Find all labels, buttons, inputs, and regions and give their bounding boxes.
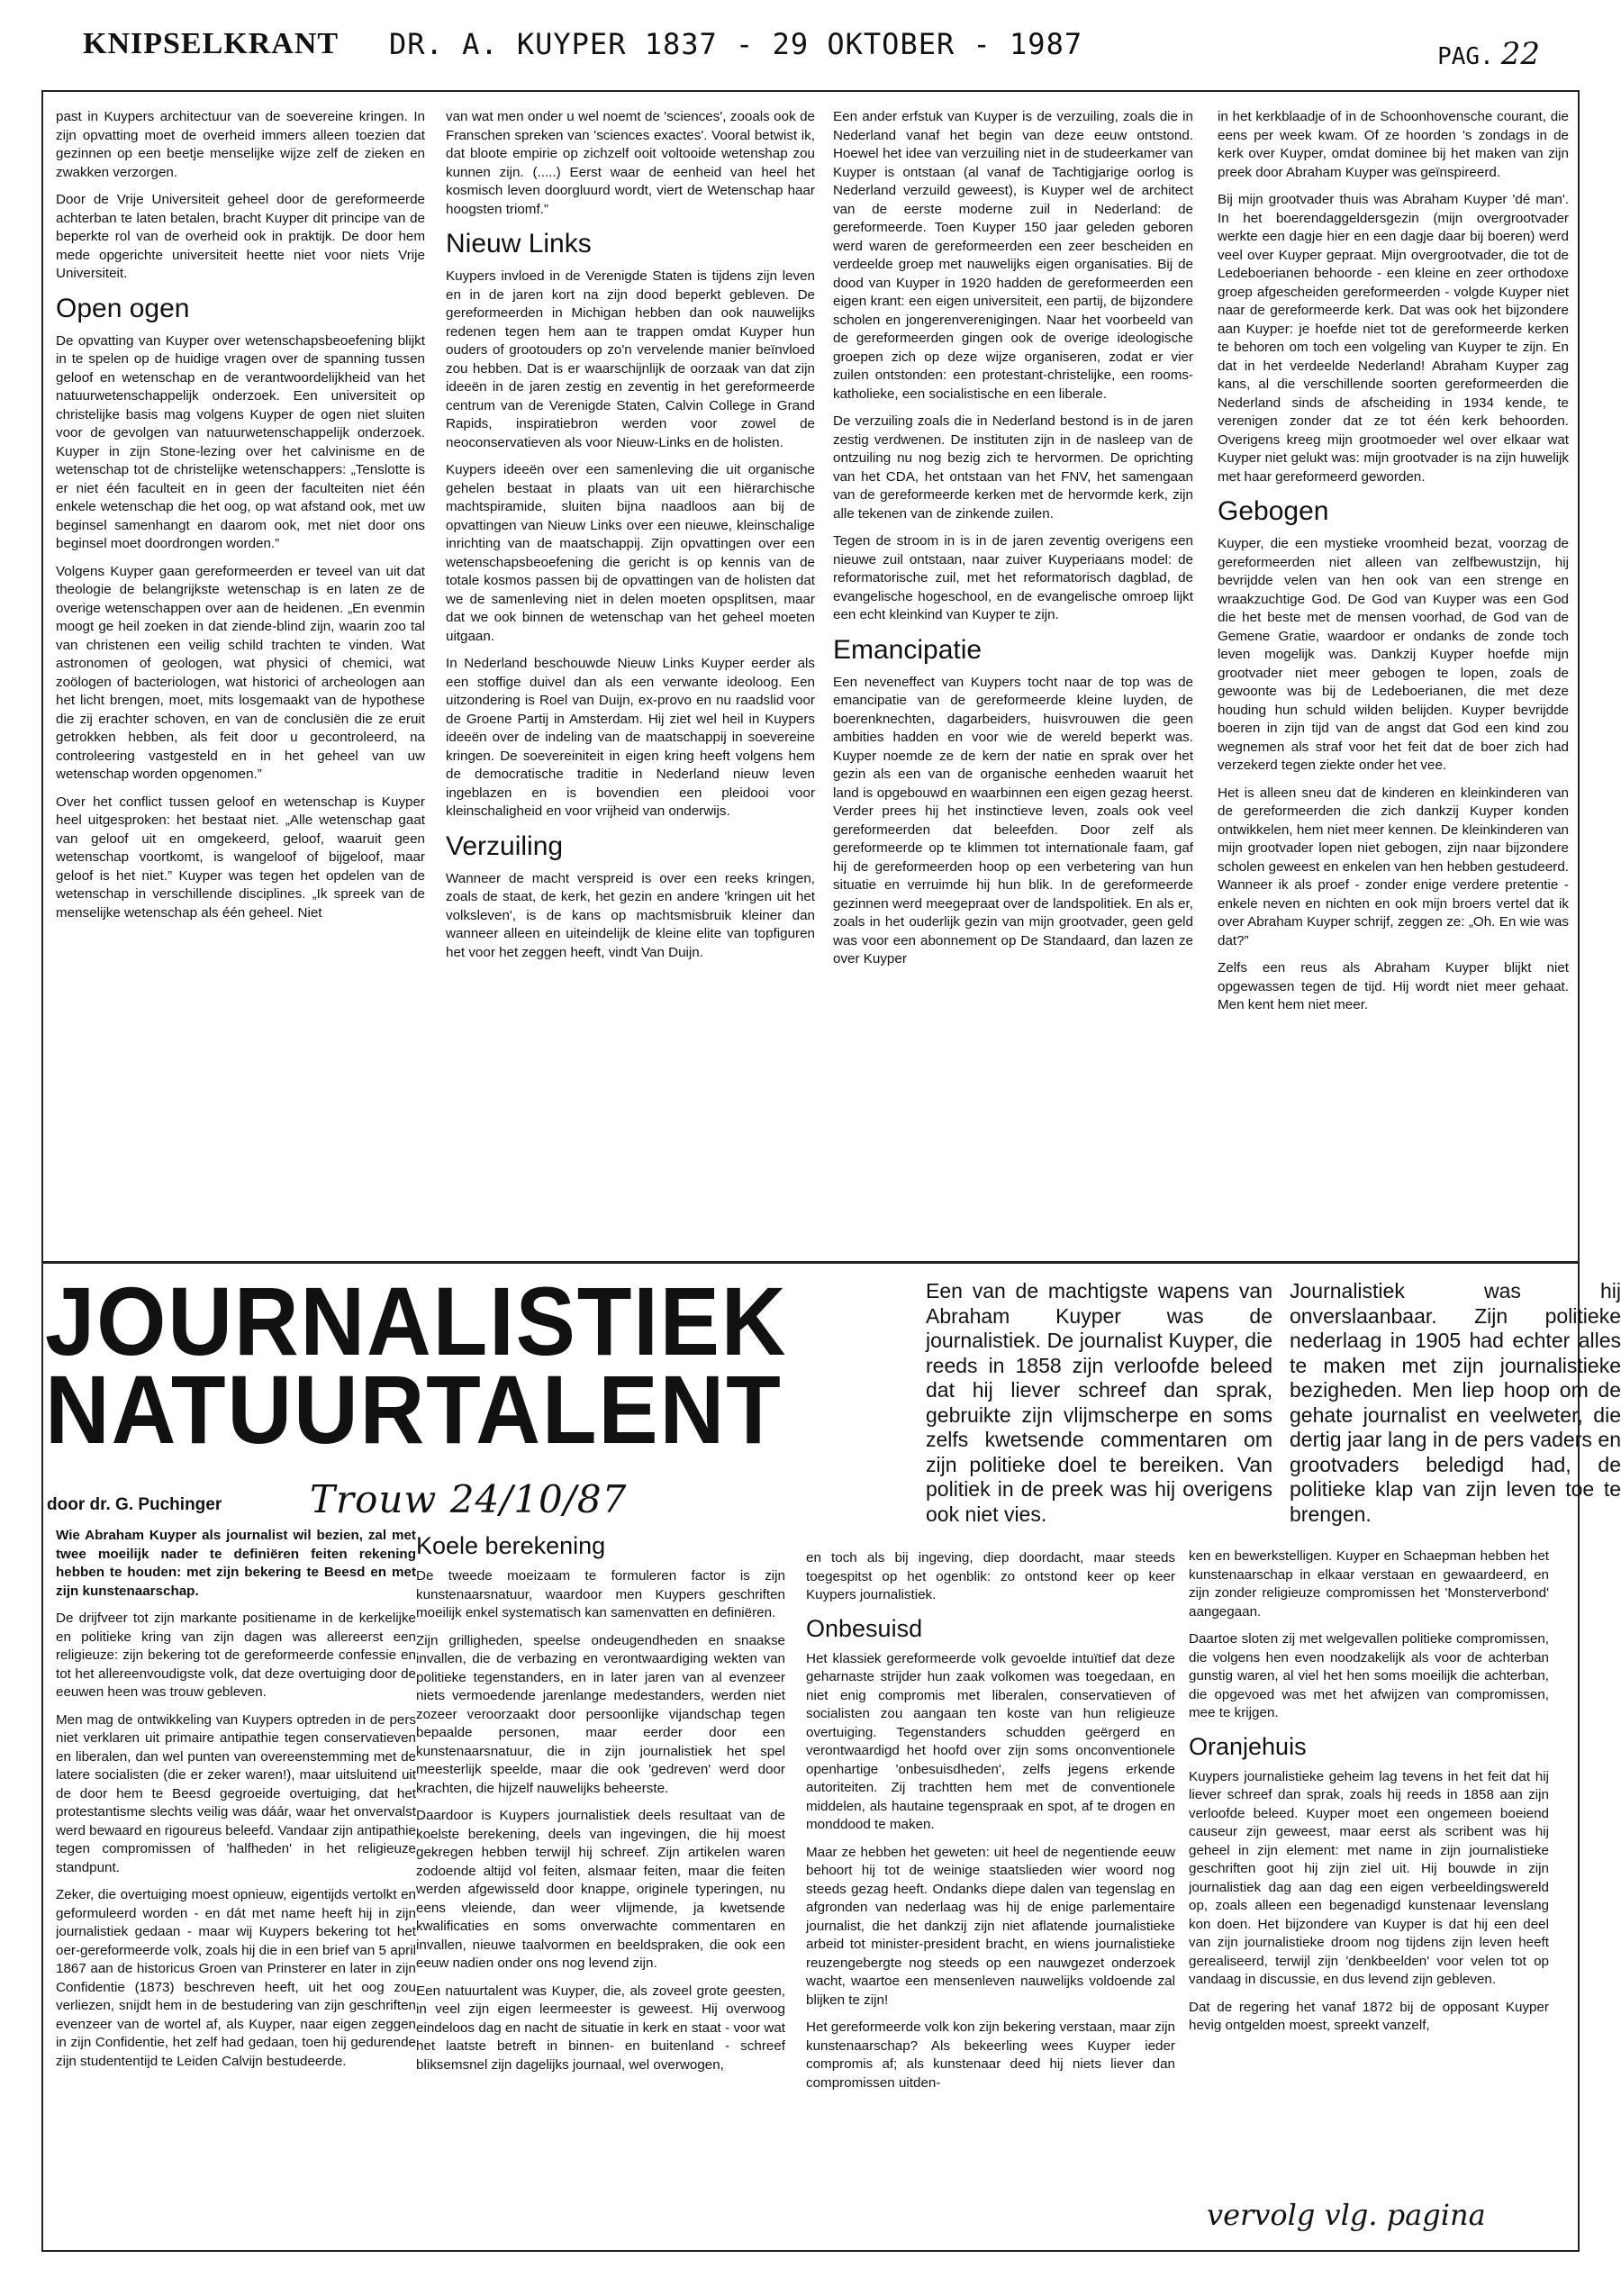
handwritten-source-note: Trouw 24/10/87 <box>310 1477 628 1521</box>
bottom-article-column-3 <box>806 1549 1175 2252</box>
headline-line-2: NATUURTALENT <box>45 1355 783 1464</box>
paragraph: en toch als bij ingeving, diep doordacht, maar steeds toegespitst op het ogenblik: zo ontstond keer op keer Kuypers journalistiek. <box>806 1550 1175 1602</box>
paragraph: Kuypers ideeën over een samenleving die uit organische gehelen bestaat in plaats van uit een hiërarchische machtspiramide, sluiten bijna naadloos aan bij de opvattingen van Nieuw Links over een nieuwe, kleinschalige inrichting van de maatschappij. Zijn opvattingen over een wetenschapsbeoefening die gericht is op kennis van de totale kosmos passen bij de opvattingen van de holisten dat we de samenleving niet in delen moeten opsplitsen, maar dat we ook binnen de wetenschap van het geheel moeten uitgaan. <box>446 462 815 644</box>
paragraph: Volgens Kuyper gaan gereformeerden er teveel van uit dat theologie de belangrijkste wetenschap is en laten ze de overige wetenschappen over aan de heidenen. „En evenmin moogt ge heil zoeken in dat ziende-blind zijn, waarin zoo tal van christenen een veilig schild trachten te vinden. Wat astronomen of geologen, wat physici of chemici, wat zoölogen of bacteriologen, wat historici of archeologen aan het licht brengen, moet, mits losgemaakt van de hypothese die zij erachter schoven, en van de conclusiën die ze eruit getrokken hebben, als feit door u gecontroleerd, na controleering vastgesteld en in het geheel van uw wetenschap worden opgenomen.” <box>56 563 425 782</box>
subheading: Gebogen <box>1218 496 1329 526</box>
top-article-column-4 <box>1218 108 1569 1252</box>
article-headline <box>45 1266 840 1464</box>
subheading: Verzuiling <box>446 830 564 861</box>
paragraph: De drijfveer tot zijn markante positiename in de kerkelijke en politieke kring van zijn dagen was allereerst een religieuze: zijn bekering tot de gereformeerde confessie en tot het allereenvoudigste volk, dat deze overtuiging door de eeuwen heen was trouw gebleven. <box>56 1611 416 1700</box>
paragraph: van wat men onder u wel noemt de 'sciences', zooals ook de Franschen spreken van 'sciences exactes'. Vooral betwist ik, dat bloote empirie op zichzelf ooit voltooide wetenshap zou kunnen zijn. (.....) Eerst waar de eenheid van heel het kosmisch leven doorgluurd wordt, viert de Wetenschap haar hoogsten triomf.” <box>446 109 815 217</box>
page-header <box>36 16 1585 79</box>
paragraph: Het gereformeerde volk kon zijn bekering verstaan, maar zijn kunstenaarschap? Als bekeerling wees Kuyper ieder compromis af; als kunstenaar deed hij niets liever dan compromissen uitden- <box>806 2019 1175 2091</box>
paragraph: Wanneer de macht verspreid is over een reeks kringen, zoals de staat, de kerk, het gezin en andere 'kringen uit het volksleven', is de kans op machtsmisbruik kleiner dan wanneer alleen en uiteindelijk de kleine elite van topfiguren het voor het zeggen heeft, vindt Van Duijn. <box>446 870 815 960</box>
paragraph: Zelfs een reus als Abraham Kuyper blijkt niet opgewassen tegen de tijd. Hij wordt niet meer gehaat. Men kent hem niet meer. <box>1218 960 1569 1012</box>
paragraph: Een ander erfstuk van Kuyper is de verzuiling, zoals die in Nederland vanaf het begin van deze eeuw ontstond. Hoewel het idee van verzuiling niet in de studeerkamer van Kuyper is ontstaan (al vanaf de Tachtigjarige oorlog is Nederland verzuild geweest), is Kuyper wel de architect van de eerste moderne zuil in Nederland: de gereformeerde. Toen Kuyper 150 jaar geleden geboren werd waren de gereformeerden een zeer bescheiden en verdeelde groep met nauwelijks eigen organisaties. Bij de dood van Kuyper in 1920 hadden de gereformeerden een eigen krant: een eigen universiteit, een partij, de bijzondere scholen en jongerenverenigingen. Naar het voorbeeld van de gereformeerden gingen ook de overige ideologische groepen zich op deze wijze organiseren, zodat er vier zuilen ontstonden: een protestant-christelijke, een rooms-katholieke, een socialistische en een liberale. <box>833 109 1193 402</box>
top-article-column-3 <box>833 108 1193 1252</box>
subheading: Onbesuisd <box>806 1614 923 1642</box>
intro-text-2: Journalistiek was hij onverslaanbaar. Zijn politieke nederlaag in 1905 had echter alles te maken met zijn journalistieke bezigheden. Men liep hoop om de gehate journalist en veelweter, die dertig jaar lang in de pers vaders en grootvaders beledigd had, de politieke klap van zijn leven toe te brengen. <box>1290 1279 1621 1526</box>
paragraph: Kuypers invloed in de Verenigde Staten is tijdens zijn leven en in de jaren kort na zijn dood beperkt gebleven. De gereformeerden in Michigan hebben dan ook nauwelijks redenen tegen hem aan te trappen omdat Kuyper hun ouders of grootouders op zo'n vervelende manier beïnvloed zou hebben. Dat is er waarschijnlijk de oorzaak van dat zijn ideeën in de jaren zestig en zeventig in het gereformeerde centrum van de Verenigde Staten, Calvin College in Grand Rapids, inspiratiebron werden voor zowel de neoconservatieven als voor Nieuw-Links en de holisten. <box>446 268 815 450</box>
page-number-label <box>1437 36 1540 72</box>
bottom-article-column-1 <box>56 1527 416 2247</box>
paragraph: Het is alleen sneu dat de kinderen en kleinkinderen van de gereformeerden die zich dankzij Kuyper konden ontwikkelen, hem niet meer kennen. De kleinkinderen van mijn grootvader lopen niet gebogen, zijn naar bijzondere scholen geweest en enkelen van hen hebben gestudeerd. Wanneer ik als proef - zonder enige verdere pretentie - enkele neven en nichten en ook mijn broers vertel dat ik over Abraham Kuyper schrijf, zeggen ze: „Oh. En wie was dat?” <box>1218 785 1569 948</box>
handwritten-continued-note: vervolg vlg. pagina <box>1207 2198 1486 2232</box>
page-header-title: DR. A. KUYPER 1837 - 29 OKTOBER - 1987 <box>389 27 1083 61</box>
paragraph: De tweede moeizaam te formuleren factor is zijn kunstenaarsnatuur, waardoor men Kuypers geschriften moeilijk enkel systematisch kan samenvatten en definiëren. <box>416 1568 785 1620</box>
paragraph: De verzuiling zoals die in Nederland bestond is in de jaren zestig verdwenen. De instituten zijn in de nasleep van de ontzuiling nu nog bezig zich te hervormen. De oprichting van het CDA, het ontstaan van het FNV, het samengaan van de gereformeerde kerken met de hervormde kerk, zijn alle tekenen van de zinkende zuilen. <box>833 413 1193 522</box>
paragraph: Over het conflict tussen geloof en wetenschap is Kuyper heel uitgesproken: het bestaat niet. „Alle wetenschap gaat van geloof uit en omgekeerd, geloof, waaruit geen wetenschap voortkomt, is wangeloof of bijgeloof, maar geloof is het niet.” Kuyper was tegen het opdelen van de wetenschap in verschillende disciplines. „Ik spreek van de menselijke wetenschap als één geheel. Niet <box>56 794 425 921</box>
paragraph: ken en bewerkstelligen. Kuyper en Schaepman hebben het kunstenaarschap in elkaar verstaan en gewaardeerd, en zijn zonder religieuze compromissen het 'Monsterverbond' aangegaan. <box>1189 1548 1549 1620</box>
paragraph: Kuyper, die een mystieke vroomheid bezat, voorzag de gereformeerden niet alleen van zelfbewustzijn, hij bevrijdde velen van hen ook van een strenge en wraakzuchtige God. De God van Kuyper was een God die het beste met de mensen voorhad, de God van de Gemene Gratie, waardoor er ondanks de zonde toch leven mogelijk was. Dankzij Kuyper hoefde mijn grootvader niet meer gebogen te lopen, zoals de gewoonte was bij de Ledeboerianen, die met deze houding hun schuld wilden belijden. Kuyper bevrijdde boeren in zijn tijd van de angst dat God een kind zou wegnemen als straf voor het feit dat de boer zich had verzekerd tegen ziekte onder het vee. <box>1218 536 1569 773</box>
paragraph: De opvatting van Kuyper over wetenschapsbeoefening blijkt in te spelen op de huidige vragen over de spanning tussen geloof en wetenschap en de verantwoordelijkheid van het natuurwetenschappelijk onderzoek. Een universiteit op christelijke basis mag volgens Kuyper de ogen niet sluiten voor de gevolgen van natuurwetenschappelijk onderzoek. Kuyper in zijn Stone-lezing over het calvinisme en de wetenschap tot de christelijke wetenschappers: „Tenslotte is er niet één faculteit en in geen der faculteiten niet één enkele wetenschap die het oog, op wat afstand ook, met uw beginsel samenhangt en daarom ook, met niet door ons beginsel moet doordrongen worden.” <box>56 332 425 551</box>
subheading: Oranjehuis <box>1189 1732 1307 1760</box>
paragraph: past in Kuypers architectuur van de soevereine kringen. In zijn opvatting moet de overheid immers alleen toezien dat gezinnen op een beetje menselijke wijze zelf de zieken en zwakken verzorgen. <box>56 109 425 180</box>
subheading: Open ogen <box>56 293 190 323</box>
publication-name: KNIPSELKRANT <box>83 27 340 60</box>
paragraph: Tegen de stroom in is in de jaren zeventig overigens een nieuwe zuil ontstaan, naar zuiver Kuyperiaans model: de reformatorische zuil, met het reformatorisch dagblad, de evangelische hogeschool, en de evangelische omroep lijkt een echt kleinkind van Kuyper te zijn. <box>833 533 1193 622</box>
headline-line-1: JOURNALISTIEK <box>45 1266 788 1375</box>
bottom-article-column-2 <box>416 1524 785 2245</box>
paragraph: Zijn grilligheden, speelse ondeugendheden en snaakse invallen, die de verbazing en verontwaardiging wekten van politieke tegenstanders, en in later jaren van al evenzeer niets vermoedende jarenlange medestanders, werden niet zozeer veroorzaakt door persoonlijke vijandschap tegen bepaalde personen, maar eerder door een kunstenaarsnatuur, die in zijn journalistiek het spel meesterlijk speelde, maar die ook 'gedreven' werd door krachten, die hijzelf nauwelijks beheerste. <box>416 1632 785 1796</box>
page-number: 22 <box>1500 36 1540 72</box>
subheading: Nieuw Links <box>446 229 592 259</box>
paragraph: Een natuurtalent was Kuyper, die, als zoveel grote geesten, in veel zijn eigen leermeester is geweest. Hij overwoog eindeloos dag en nacht de situatie in kerk en staat - voor wat het laatste betreft in binnen- en buitenland - schreef bliksemsnel zijn dagelijks journaal, wel overwogen, <box>416 1983 785 2073</box>
paragraph: Een neveneffect van Kuypers tocht naar de top was de emancipatie van de gereformeerde kleine luyden, de boerenknechten, dagarbeiders, huisvrouwen die geen ambities hadden en voor wie de wereld beperkt was. Kuyper noemde ze de kern der natie en sprak over het gezin als een van de organische eenheden waaruit het land is opgebouwd en waarbinnen een eigen gezag heerst. Verder prees hij het instinctieve leven, zoals ook veel gereformeerden dat beleefden. Door zelf als gereformeerde op te klimmen tot internationale faam, gaf hij de gereformeerden hoop op een verbetering van hun situatie en verruimde hij hun blik. In de gereformeerde gezinnen werd meegepraat over de landspolitiek. En als er, zoals in het ouderlijk gezin van mijn grootvader, geen geld was voor een abonnement op De Standaard, dan lazen ze over Kuyper <box>833 674 1193 966</box>
article-divider <box>41 1261 1580 1264</box>
subheading: Koele berekening <box>416 1532 606 1559</box>
paragraph: Men mag de ontwikkeling van Kuypers optreden in de pers niet verklaren uit primaire antipathie tegen conservatieven en liberalen, dan wel punten van overeenstemming met de latere socialisten (die er zeker waren!), maar uitsluitend uit de door hem te Beesd gegroeide overtuiging, dat het protestantisme slechts veilig was dáár, waar het onvervalst werd bewaard en rigoureus beleefd. Vandaar zijn antipathie tegen compromissen of 'halfheden' in het religieuze standpunt. <box>56 1711 416 1875</box>
bottom-article-column-4 <box>1189 1547 1549 2196</box>
intro-text-1: Een van de machtigste wapens van Abraham Kuyper was de journalistiek. De journalist Kuyper, die reeds in 1858 zijn verloofde beleed dat hij liever schreef dan sprak, gebruikte zijn vlijmscherpe en soms zelfs kwetsende commentaren om zijn politieke doel te bereiken. Van politiek in de preek was hij overigens ook niet vies. <box>926 1279 1272 1526</box>
paragraph: Daardoor is Kuypers journalistiek deels resultaat van de koelste berekening, deels van ingevingen, die hij moest gekregen hebben terwijl hij schreef. Zijn artikelen waren zodoende altijd vol feiten, alsmaar feiten, maar die feiten werden afgewisseld door knappe, originele typeringen, nu eens vleiende, dan weer vlijmende, ja kwetsende kwalificaties en soms onverwachte commentaren en invallen, nieuwe taalvormen en beeldspraken, die ook een eeuw nadien onder ons nog levend zijn. <box>416 1808 785 1971</box>
paragraph: Door de Vrije Universiteit geheel door de gereformeerde achterban te laten betalen, bracht Kuyper dit principe van de beperkte rol van de overheid ook in praktijk. De door hem mede opgerichte universiteit heette niet voor niets Vrije Universiteit. <box>56 192 425 281</box>
paragraph: Zeker, die overtuiging moest opnieuw, eigentijds vertolkt en geformuleerd worden - en dát met name heeft hij in zijn journalistiek gedaan - maar wij Kuypers bekering tot het oer-gereformeerde volk, zoals hij die in een brief van 5 april 1867 aan de historicus Groen van Prinsterer en later in zijn Confidentie (1873) beschreven heeft, uit het oog zou verliezen, snijdt hem in de bestudering van zijn geschriften evenzeer van de wortel af, als Kuyper, naar eigen zeggen in zijn Confidentie, het zelf had gedaan, toen hij gedurende zijn studententijd te Leiden Calvijn bestudeerde. <box>56 1887 416 2069</box>
paragraph: In Nederland beschouwde Nieuw Links Kuyper eerder als een stoffige duivel dan als een verwante ideoloog. Een uitzondering is Roel van Duijn, ex-provo en nu raadslid voor de Groene Partij in Amsterdam. Hij ziet wel heil in Kuypers ideeën over de indeling van de maatschappij in soevereine kringen. De soevereiniteit in eigen kring heeft volgens hem de democratische traditie in Nederland nieuw leven ingeblazen en is bovendien een pleidooi voor kleinschaligheid en voor vrijheid van onderwijs. <box>446 656 815 819</box>
lead-paragraph: Wie Abraham Kuyper als journalist wil bezien, zal met twee moeilijk nader te definiëren feiten rekening hebben te houden: met zijn bekering te Beesd en met zijn kunstenaarschap. <box>56 1528 416 1599</box>
page-label: PAG. <box>1437 43 1494 70</box>
paragraph: Dat de regering het vanaf 1872 bij de opposant Kuyper hevig ontgelden moest, spreekt vanzelf, <box>1189 1999 1549 2033</box>
byline: door dr. G. Puchinger <box>47 1495 222 1514</box>
paragraph: in het kerkblaadje of in de Schoonhovensche courant, die eens per week kwam. Of ze hoorden 's zondags in de kerk over Kuyper, omdat dominee bij het maken van zijn preek door Abraham Kuyper was geïnspireerd. <box>1218 109 1569 180</box>
paragraph: Daartoe sloten zij met welgevallen politieke compromissen, die volgens hen even noodzakelijk als voor de achterban gunstig waren, al viel het hen soms moeilijk die achterban, die opgevoed was met het afwijzen van compromissen, mee te krijgen. <box>1189 1631 1549 1720</box>
top-article-column-1 <box>56 108 425 1252</box>
paragraph: Bij mijn grootvader thuis was Abraham Kuyper 'dé man'. In het boerendaggeldersgezin (mijn overgrootvader werkte een dagje hier en een dagje daar bij boeren) werd veel over Kuyper gepraat. Mijn overgrootvader, die tot de Ledeboerianen behoorde - een kleine en zeer orthodoxe groep afgescheiden gereformeerden - volgde Kuyper niet naar de gereformeerde kerk. Dat was ook het bijzondere aan Kuyper: je hoefde niet tot de gereformeerde kerken te behoren om toch een volgeling van Kuyper te zijn. En dat in het verdeelde Nederland! Abraham Kuyper zag kans, al die verschillende soorten gereformeerden die Nederland sinds de afscheiding in 1934 kende, te verenigen zonder dat ze tot één kerk behoorden. Overigens kreeg mijn grootmoeder wel over elkaar wat Kuyper niet gelukt was: mijn grootvader is na zijn huwelijk met haar gereformeerd geworden. <box>1218 192 1569 485</box>
paragraph: Het klassiek gereformeerde volk gevoelde intuïtief dat deze geharnaste strijder hun zaak volkomen was toegedaan, en niet enig compromis met liberalen, conservatieven of socialisten zou aangaan ten koste van hun religieuze overtuiging. Tegenstanders schudden geërgerd en verontwaardigd het hoofd over zijn soms onconventionele openhartige 'onbesuisdheden', zelfs jegens erkende autoriteiten. Zij trachtten hem met de conventionele middelen, als hautaine tegenspraak en spot, af te drogen en monddood te maken. <box>806 1650 1175 1832</box>
paragraph: Maar ze hebben het geweten: uit heel de negentiende eeuw behoort hij tot de weinige staatslieden wier woord nog steeds gezag heeft. Ondanks diepe dalen van tegenslag en afgronden van nederlaag was hij de enige parlementaire journalist, die het dankzij zijn niet aflatende journalistieke arbeid tot minister-president bracht, en wiens journalistieke reuzengebergte nog steeds op een nauwgezet onderzoek wacht, waartoe een mensenleven nauwelijks voldoende zal blijken te zijn! <box>806 1844 1175 2008</box>
subheading: Emancipatie <box>833 634 983 665</box>
paragraph: Kuypers journalistieke geheim lag tevens in het feit dat hij liever schreef dan sprak, zoals hij reeds in 1858 aan zijn verloofde beleed. Kuyper moet een ongemeen boeiend causeur zijn geweest, maar eerst als scribent was hij geheel in zijn element: met name in zijn journalistieke geschriften goot hij zijn ziel uit. Hij bouwde in zijn journalistiek dag aan dag een eigen verbeeldingswereld op, zoals alleen een begenadigd kunstenaar levenslang kon doen. Het bijzondere van Kuyper is dat hij een deel van zijn journalistieke droom nog tijdens zijn leven heeft gerealiseerd, terwijl zijn 'denkbeelden' voor velen tot op vandaag in discussie, en dus levend zijn gebleven. <box>1189 1768 1549 1987</box>
top-article-column-2 <box>446 108 815 1252</box>
